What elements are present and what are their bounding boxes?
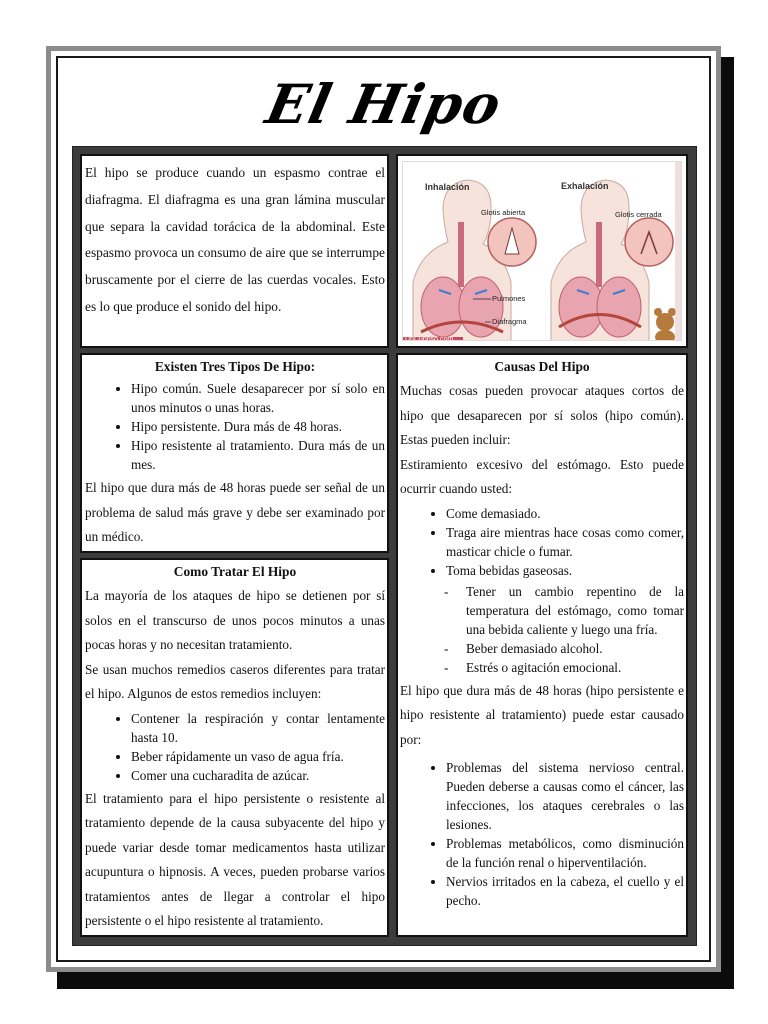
types-closing-text: El hipo que dura más de 48 horas puede ser señal de un problema de salud más grave y debe ser examinado por un médico.	[85, 480, 385, 544]
treatment-heading: Como Tratar El Hipo	[173, 564, 297, 579]
list-item: • Traga aire mientras hace cosas como comer, masticar chicle o fumar.	[446, 523, 684, 561]
intro-box	[80, 154, 389, 348]
glottis-open-label: Glotis abierta	[481, 208, 526, 217]
list-item: - Beber demasiado alcohol.	[466, 639, 684, 658]
causes-paragraph-2: Estiramiento excesivo del estómago. Esto puede ocurrir cuando usted:	[400, 456, 684, 496]
teddy-bear-icon	[654, 308, 676, 341]
types-heading: Existen Tres Tipos De Hipo:	[154, 359, 316, 374]
persistent-causes-list	[400, 758, 684, 910]
list-item: • Nervios irritados en la cabeza, el cuello y el pecho.	[446, 872, 684, 910]
exhalation-label: Exhalación	[561, 181, 609, 191]
list-item: • Comer una cucharadita de azúcar.	[131, 766, 385, 785]
list-item: - Estrés o agitación emocional.	[466, 658, 684, 677]
page-title: El Hipo	[260, 72, 508, 136]
treatment-paragraph-1: La mayoría de los ataques de hipo se detienen por sí solos en el transcurso de unos pocos minutos a unas pocas horas y no necesitan tratamiento.	[85, 588, 385, 652]
lungs-label: Pulmones	[492, 294, 526, 303]
exhalation-figure	[551, 180, 673, 341]
list-item: • Hipo persistente. Dura más de 48 horas.	[131, 417, 385, 436]
treatment-paragraph-3: El tratamiento para el hipo persistente o resistente al tratamiento depende de la causa subyacente del hipo y puede variar desde tomar medicamentos hasta utilizar acupuntura o hipnosis. A veces, pueden probarse varios tratamientos antes de llegar a controlar el hipo persistente o el hipo resistente al tratamiento.	[85, 790, 385, 928]
hiccup-illustration	[402, 161, 682, 341]
treatment-paragraph-2: Se usan muchos remedios caseros diferentes para tratar el hipo. Algunos de estos remedios incluyen:	[85, 661, 385, 701]
remedies-list	[85, 709, 385, 785]
treatment-box	[80, 558, 389, 937]
list-item: • Come demasiado.	[446, 504, 684, 523]
list-item: • Toma bebidas gaseosas.	[446, 561, 684, 580]
illustration-box	[396, 154, 688, 348]
causes-box	[396, 353, 688, 937]
causes-paragraph-3: El hipo que dura más de 48 horas (hipo persistente e hipo resistente al tratamiento) puede estar causado por:	[400, 682, 684, 747]
list-item: • Beber rápidamente un vaso de agua fría.	[131, 747, 385, 766]
inhalation-label: Inhalación	[425, 182, 470, 192]
diaphragm-label: Diafragma	[492, 317, 527, 326]
watermark: UnCurioso.com	[405, 336, 454, 341]
other-causes-list	[400, 582, 684, 677]
list-item: • Problemas metabólicos, como disminución de la función renal o hiperventilación.	[446, 834, 684, 872]
list-item: • Problemas del sistema nervioso central. Pueden deberse a causas como el cáncer, las infecciones, los ataques cerebrales o las lesiones.	[446, 758, 684, 834]
causes-paragraph-1: Muchas cosas pueden provocar ataques cortos de hipo que desaparecen por sí solos (hipo común). Estas pueden incluir:	[400, 383, 684, 447]
list-item: - Tener un cambio repentino de la temperatura del estómago, como tomar una bebida caliente y luego una fría.	[466, 582, 684, 639]
list-item: • Hipo resistente al tratamiento. Dura más de un mes.	[131, 436, 385, 474]
types-list	[85, 379, 385, 474]
list-item: • Hipo común. Suele desaparecer por sí solo en unos minutos o unas horas.	[131, 379, 385, 417]
causes-heading: Causas Del Hipo	[494, 359, 590, 374]
intro-text: El hipo se produce cuando un espasmo contrae el diafragma. El diafragma es una gran lámina muscular que separa la cavidad torácica de la abdominal. Este espasmo provoca un consumo de aire que se interrumpe bruscamente por el cierre de las cuerdas vocales. Esto es lo que produce el sonido del hipo.	[85, 165, 385, 314]
types-box	[80, 353, 389, 553]
stomach-causes-list	[400, 504, 684, 580]
content-grid	[72, 146, 697, 946]
glottis-closed-label: Glotis cerrada	[615, 210, 662, 219]
list-item: • Contener la respiración y contar lentamente hasta 10.	[131, 709, 385, 747]
